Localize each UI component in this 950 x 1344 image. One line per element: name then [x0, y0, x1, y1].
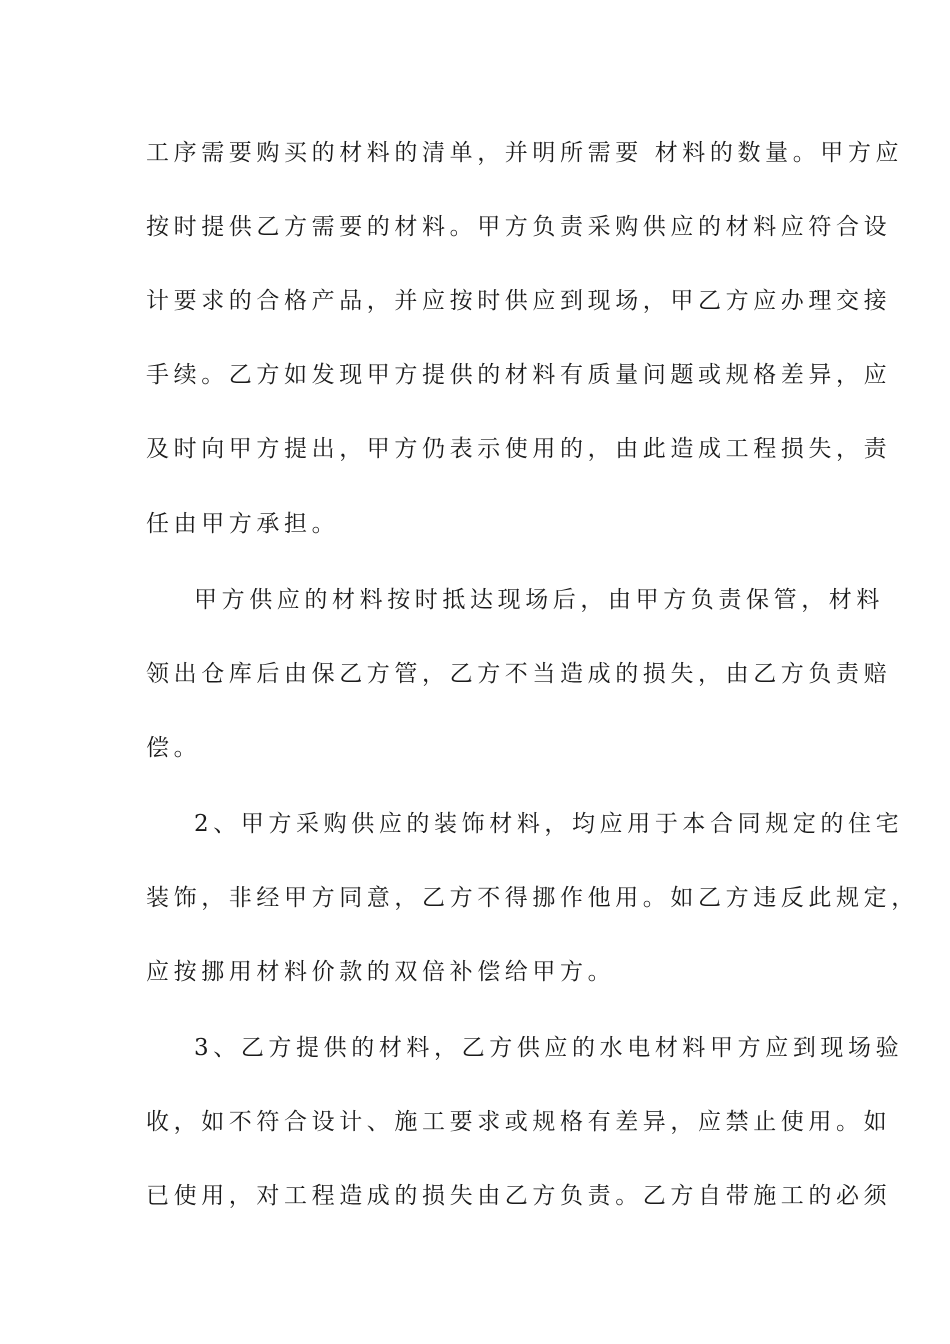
text-line-2: 按时提供乙方需要的材料。甲方负责采购供应的材料应符合设	[146, 214, 892, 240]
text-line-10: 2、甲方采购供应的装饰材料，均应用于本合同规定的住宅	[194, 811, 904, 837]
text-line-14: 收，如不符合设计、施工要求或规格有差异，应禁止使用。如	[146, 1109, 892, 1135]
text-line-9: 偿。	[146, 735, 202, 761]
text-line-12: 应按挪用材料价款的双倍补偿给甲方。	[146, 959, 616, 985]
text-line-3: 计要求的合格产品，并应按时供应到现场，甲乙方应办理交接	[146, 288, 892, 314]
text-line-4: 手续。乙方如发现甲方提供的材料有质量问题或规格差异，应	[146, 362, 892, 388]
text-line-6: 任由甲方承担。	[146, 511, 340, 537]
text-line-8: 领出仓库后由保乙方管，乙方不当造成的损失，由乙方负责赔	[146, 661, 892, 687]
text-line-15: 已使用，对工程造成的损失由乙方负责。乙方自带施工的必须	[146, 1183, 892, 1209]
text-line-13: 3、乙方提供的材料，乙方供应的水电材料甲方应到现场验	[194, 1035, 904, 1061]
text-line-1: 工序需要购买的材料的清单，并明所需要 材料的数量。甲方应	[146, 140, 904, 166]
text-line-5: 及时向甲方提出，甲方仍表示使用的，由此造成工程损失，责	[146, 436, 892, 462]
text-line-11: 装饰，非经甲方同意，乙方不得挪作他用。如乙方违反此规定，	[146, 885, 919, 911]
text-line-7: 甲方供应的材料按时抵达现场后，由甲方负责保管，材料	[194, 587, 884, 613]
